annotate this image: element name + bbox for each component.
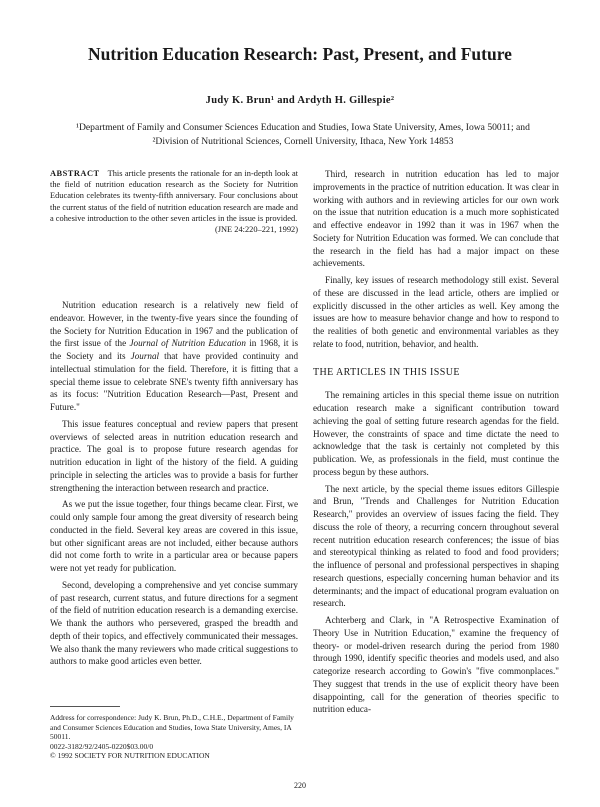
abstract-citation: (JNE 24:220–221, 1992) xyxy=(214,225,298,235)
page-number: 220 xyxy=(294,781,306,790)
paragraph-text: in 1968, it is the Society and its xyxy=(50,338,298,362)
correspondence-note: Address for correspondence: Judy K. Brun, Ph.D., C.H.E., Department of Family and Consumer Sciences Education and Studies, Iowa State University, Ames, IA 50011. xyxy=(50,713,294,742)
author-line: Judy K. Brun¹ and Ardyth H. Gillespie² xyxy=(205,95,395,106)
affiliation-2: ²Division of Nutritional Sciences, Cornell University, Ithaca, New York 14853 xyxy=(152,135,454,147)
footnote xyxy=(50,713,298,761)
abstract xyxy=(50,168,298,235)
journal-title: Journal of Nutrition Education xyxy=(129,338,246,349)
paragraph-text: Nutrition education research is a relatively new field of endeavor. However, in the twenty-five years since the founding of the Society for Nutrition Education in 1967 and the publication of the first issue of the xyxy=(50,300,298,349)
abstract-body xyxy=(50,168,298,235)
body-paragraph: The next article, by the special theme issues editors Gillespie and Brun, "Trends and Challenges for Nutrition Education Research," provides an overview of issues facing the field. They discuss the role of theory, a recurring concern throughout several recent nutrition education research conferences; the issue of bias and stereotypical thinking as related to food and food providers; the influence of personal and professional perspectives in shaping research questions, especially concerning human behavior and its determinants; and the impact of educational program evaluation on research. xyxy=(313,483,559,609)
body-paragraph: Third, research in nutrition education has led to major improvements in the practice of nutrition education. It was clear in working with authors and in reviewing articles for our own work on the issue that nutrition education is a much more sophisticated and effective endeavor in 1992 than it was in 1967 when the Society for Nutrition Education was formed. We can conclude that the research in the field has had a major impact on these achievements. xyxy=(313,169,559,269)
body-paragraph: The remaining articles in this special theme issue on nutrition education research make a significant contribution toward achieving the goal of setting future research agendas for the field. However, the constraints of space and time dictate the need to acknowledge that the task is certainly not completed by this publication. We, as professionals in the field, must continue the process begun by these authors. xyxy=(313,390,559,477)
right-column xyxy=(313,168,559,720)
body-paragraph: Second, developing a comprehensive and yet concise summary of past research, current status, and future directions for a segment of the field of nutrition education research is a demanding exercise. We thank the authors who persevered, grasped the breadth and depth of their topics, and effectively communicated their messages. We also thank the many reviewers who made critical suggestions to authors to make good articles even better. xyxy=(50,579,298,667)
body-paragraph: As we put the issue together, four things became clear. First, we could only sample four among the great diversity of research being conducted in the field. Several key areas are covered in this issue, but other significant areas are not included, either because authors did not come forth to write in a particular area or because papers were not yet ready for publication. xyxy=(50,499,298,574)
left-column xyxy=(50,168,298,672)
paragraph-text: that have provided continuity and intellectual stimulation for the field. Therefore, it is fitting that a special theme issue to celebrate SNE's twenty fifth anniversary has as its focus: "Nutrition Education Research—Past, Present and Future." xyxy=(50,351,299,413)
abstract-spacer xyxy=(50,235,298,299)
body-paragraph: Achterberg and Clark, in "A Retrospective Examination of Theory Use in Nutrition Education," examine the frequency of theory- or model-driven research during the period from 1980 through 1990, identify specific theories and models used, and also categorize research according to Gowin's "five commonplaces." They suggest that trends in the use of explicit theory have been disappointing, call for the generation of theories specific to nutrition educa- xyxy=(313,615,559,715)
affiliation-1: ¹Department of Family and Consumer Sciences Education and Studies, Iowa State University, Ames, Iowa 50011; and xyxy=(76,122,530,133)
section-heading: THE ARTICLES IN THIS ISSUE xyxy=(313,366,460,378)
copyright-line: © 1992 SOCIETY FOR NUTRITION EDUCATION xyxy=(50,751,210,761)
body-paragraph: This issue features conceptual and review papers that present overviews of selected areas in nutrition education research and practice. The goal is to propose future research agendas for nutrition education in light of the history of the field. A guiding principle in selecting the articles was to provide a basis for further strengthening the interaction between research and practice. xyxy=(50,418,298,493)
body-paragraph: Finally, key issues of research methodology still exist. Several of these are discussed in the lead article, others are implied or explicitly discussed in the other articles as well. Key among the issues are how to measure behavior change and how to respond to the realities of both genetic and environmental variables as they relate to food, nutrition, behavior, and health. xyxy=(313,275,559,349)
journal-title: Journal xyxy=(130,351,160,362)
article-title: Nutrition Education Research: Past, Present, and Future xyxy=(88,44,512,64)
abstract-label: ABSTRACT xyxy=(50,169,100,178)
body-paragraph xyxy=(50,299,298,414)
affiliations xyxy=(50,121,556,148)
article-code: 0022-3182/92/2405-0220$03.00/0 xyxy=(50,741,154,751)
abstract-text: This article presents the rationale for an in-depth look at the field of nutrition education research as the Society for Nutrition Education celebrates its twenty-fifth anniversary. Four conclusions about the current status of the field of nutrition education research are made and a cohesive introduction to the other seven articles in the issue is provided. xyxy=(50,169,298,223)
footnote-rule xyxy=(50,706,120,707)
